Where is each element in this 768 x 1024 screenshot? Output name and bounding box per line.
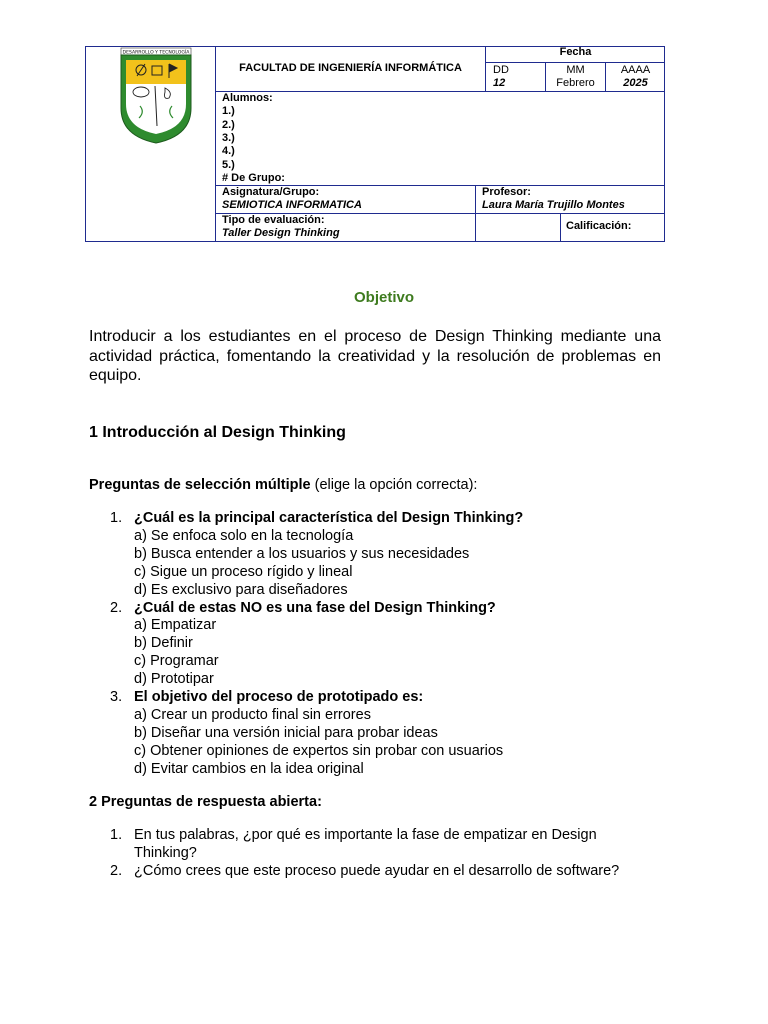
dd-value: 12 xyxy=(493,77,506,89)
student-4: 4.) xyxy=(222,145,235,158)
option: d) Prototipar xyxy=(134,671,214,688)
mc-label-rest: (elige la opción correcta): xyxy=(310,477,478,493)
mc-question xyxy=(110,510,670,600)
question-number: 1. xyxy=(110,827,123,843)
date-title: Fecha xyxy=(559,46,592,58)
professor-label: Profesor: xyxy=(482,186,531,198)
svg-text:DESARROLLO Y TECNOLOGÍA: DESARROLLO Y TECNOLOGÍA xyxy=(122,50,190,56)
question-number: 2. xyxy=(110,599,123,616)
subject-value: SEMIOTICA INFORMATICA xyxy=(222,199,362,211)
objective-text: Introducir a los estudiantes en el proceso de Design Thinking mediante una actividad práctica, fomentando la creatividad y la resolución de problemas en equipo. xyxy=(89,328,661,384)
open-question-list xyxy=(110,827,650,881)
option: d) Es exclusivo para diseñadores xyxy=(134,581,348,598)
student-2: 2.) xyxy=(222,118,235,131)
group-label: # De Grupo: xyxy=(222,171,285,184)
section1-title: 1 Introducción al Design Thinking xyxy=(89,424,346,441)
mm-value: Febrero xyxy=(556,77,595,89)
option: a) Empatizar xyxy=(134,617,217,634)
yyyy-label: AAAA xyxy=(620,64,651,76)
question-text: ¿Cómo crees que este proceso puede ayudar en el desarrollo de software? xyxy=(134,862,620,879)
students-label: Alumnos: xyxy=(222,92,273,104)
option: c) Sigue un proceso rígido y lineal xyxy=(134,563,353,580)
dd-label: DD xyxy=(493,64,509,76)
student-1: 1.) xyxy=(222,105,235,118)
option: a) Crear un producto final sin errores xyxy=(134,706,371,723)
student-5: 5.) xyxy=(222,158,235,171)
eval-label: Tipo de evaluación: xyxy=(222,214,325,226)
subject-label: Asignatura/Grupo: xyxy=(222,186,320,198)
faculty-name: FACULTAD DE INGENIERÍA INFORMÁTICA xyxy=(239,62,462,74)
option: c) Obtener opiniones de expertos sin probar con usuarios xyxy=(134,742,504,759)
student-3: 3.) xyxy=(222,131,235,144)
open-question xyxy=(110,863,650,881)
faculty-logo xyxy=(115,46,197,146)
eval-value: Taller Design Thinking xyxy=(222,227,340,239)
question-number: 2. xyxy=(110,862,123,879)
question-text: En tus palabras, ¿por qué es importante la fase de empatizar en Design Thinking? xyxy=(134,827,597,861)
mc-label-bold: Preguntas de selección múltiple xyxy=(89,477,311,493)
option: c) Programar xyxy=(134,653,219,670)
question-number: 1. xyxy=(110,510,123,526)
option: b) Diseñar una versión inicial para probar ideas xyxy=(134,724,438,741)
question-text: El objetivo del proceso de prototipado es: xyxy=(134,689,424,706)
mc-question xyxy=(110,600,670,690)
question-number: 3. xyxy=(110,689,123,706)
objective-title: Objetivo xyxy=(353,289,414,306)
mc-question xyxy=(110,689,670,779)
question-text: ¿Cuál es la principal característica del Design Thinking? xyxy=(134,510,524,526)
mc-label xyxy=(89,477,477,493)
yyyy-value: 2025 xyxy=(623,77,648,89)
option: d) Evitar cambios en la idea original xyxy=(134,760,364,777)
option: b) Busca entender a los usuarios y sus necesidades xyxy=(134,545,470,562)
section2-title: 2 Preguntas de respuesta abierta: xyxy=(89,794,322,810)
header-table xyxy=(85,46,665,242)
question-text: ¿Cuál de estas NO es una fase del Design Thinking? xyxy=(134,599,496,616)
professor-value: Laura María Trujillo Montes xyxy=(482,199,625,211)
grade-label: Calificación: xyxy=(566,220,632,232)
option: a) Se enfoca solo en la tecnología xyxy=(134,527,354,544)
mm-label: MM xyxy=(566,64,585,76)
option: b) Definir xyxy=(134,635,193,652)
open-question xyxy=(110,827,650,863)
mc-question-list xyxy=(110,510,670,779)
